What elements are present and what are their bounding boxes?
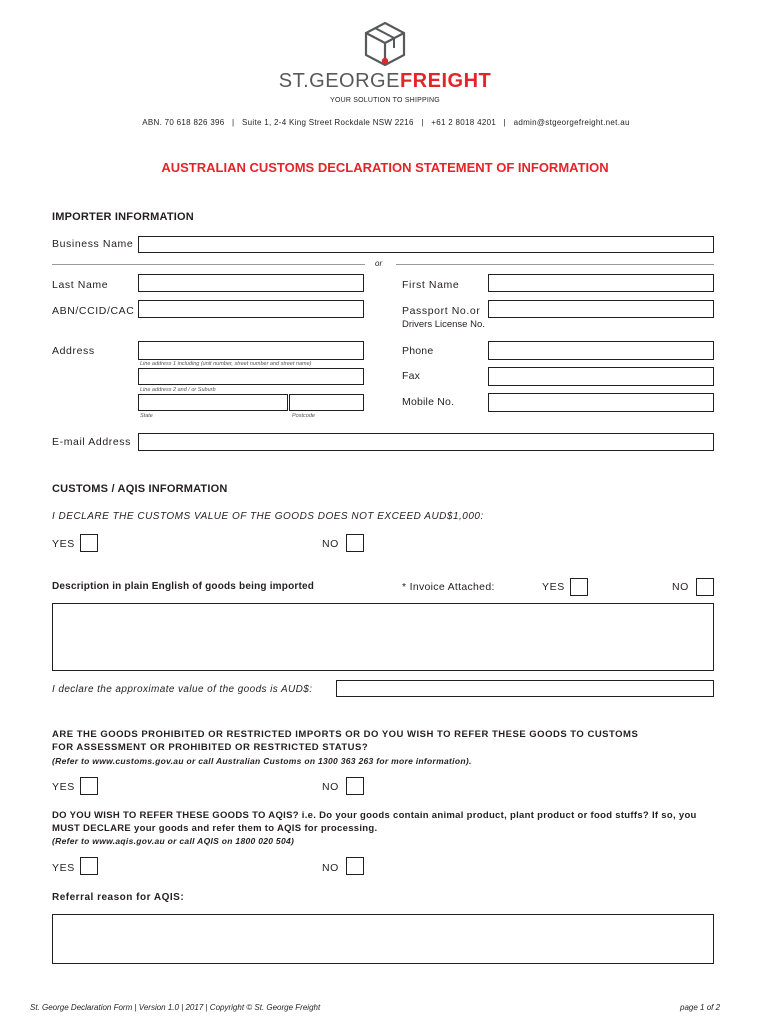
or-label: or [375,259,383,268]
brand-tagline: YOUR SOLUTION TO SHIPPING [330,97,440,104]
value-yes-label: YES [52,538,75,550]
referral-textarea[interactable] [52,914,714,964]
value-yes-checkbox[interactable] [80,534,98,552]
value-no-checkbox[interactable] [346,534,364,552]
invoice-yes-checkbox[interactable] [570,578,588,596]
aqis-question-line1: DO YOU WISH TO REFER THESE GOODS TO AQIS? i.e. Do your goods contain animal product, plant product or food stuffs? If so, you [52,810,697,821]
business-name-label: Business Name [52,238,134,250]
address-label: Address [52,345,95,357]
approx-value-field[interactable] [336,680,714,697]
aqis-yes-label: YES [52,862,75,874]
passport-label-line2: Drivers License No. [402,319,485,330]
passport-field[interactable] [488,300,714,318]
invoice-no-label: NO [672,581,689,593]
declare-value-text: I DECLARE THE CUSTOMS VALUE OF THE GOODS DOES NOT EXCEED AUD$1,000: [52,511,484,522]
box-logo-icon [362,20,408,68]
prohibited-note: (Refer to www.customs.gov.au or call Australian Customs on 1300 363 263 for more information). [52,756,472,766]
referral-label: Referral reason for AQIS: [52,892,185,903]
form-title: AUSTRALIAN CUSTOMS DECLARATION STATEMENT OF INFORMATION [161,160,609,175]
invoice-no-checkbox[interactable] [696,578,714,596]
prohibited-no-checkbox[interactable] [346,777,364,795]
address-line1-field[interactable] [138,341,364,360]
mobile-field[interactable] [488,393,714,412]
aqis-question-line2: MUST DECLARE your goods and refer them to AQIS for processing. [52,823,378,834]
footer-left: St. George Declaration Form | Version 1.0 | 2017 | Copyright © St. George Freight [30,1003,321,1012]
prohibited-question-line2: FOR ASSESSMENT OR PROHIBITED OR RESTRICTED STATUS? [52,742,369,753]
email-field[interactable] [138,433,714,451]
last-name-label: Last Name [52,279,109,291]
or-divider-left [52,264,365,265]
postcode-field[interactable] [289,394,364,411]
customs-heading: CUSTOMS / AQIS INFORMATION [52,483,228,495]
description-textarea[interactable] [52,603,714,671]
first-name-field[interactable] [488,274,714,292]
postcode-hint: Postcode [292,413,315,419]
aqis-no-label: NO [322,862,339,874]
brand-name-part2: FREIGHT [399,70,492,92]
prohibited-no-label: NO [322,781,339,793]
aqis-note: (Refer to www.aqis.gov.au or call AQIS on 1800 020 504) [52,836,295,846]
importer-heading: IMPORTER INFORMATION [52,211,194,223]
or-divider-right [396,264,714,265]
aqis-no-checkbox[interactable] [346,857,364,875]
prohibited-question-line1: ARE THE GOODS PROHIBITED OR RESTRICTED IMPORTS OR DO YOU WISH TO REFER THESE GOODS TO CUSTOMS [52,729,639,740]
first-name-label: First Name [402,279,460,291]
approx-value-label: I declare the approximate value of the goods is AUD$: [52,684,313,695]
aqis-yes-checkbox[interactable] [80,857,98,875]
state-hint: State [140,413,153,419]
last-name-field[interactable] [138,274,364,292]
business-name-field[interactable] [138,236,714,253]
value-no-label: NO [322,538,339,550]
email-label: E-mail Address [52,436,132,448]
brand-name-part1: ST.GEORGE [278,70,400,92]
description-label: Description in plain English of goods being imported [52,581,315,592]
fax-label: Fax [402,370,421,382]
phone-label: Phone [402,345,434,357]
logo [0,20,770,110]
fax-field[interactable] [488,367,714,386]
address-line2-field[interactable] [138,368,364,385]
contact-line: ABN. 70 618 826 396 | Suite 1, 2-4 King Street Rockdale NSW 2216 | +61 2 8018 4201 | admin@stgeorgefreight.net.au [142,118,630,127]
prohibited-yes-checkbox[interactable] [80,777,98,795]
abn-field[interactable] [138,300,364,318]
invoice-yes-label: YES [542,581,565,593]
passport-label-line1: Passport No.or [402,305,481,317]
state-field[interactable] [138,394,288,411]
footer-page-number: page 1 of 2 [680,1003,721,1012]
abn-label: ABN/CCID/CAC [52,305,135,317]
prohibited-yes-label: YES [52,781,75,793]
phone-field[interactable] [488,341,714,360]
mobile-label: Mobile No. [402,396,455,408]
invoice-label: * Invoice Attached: [402,581,495,593]
address-line2-hint: Line address 2 and / or Suburb [140,387,216,393]
address-line1-hint: Line address 1 including (unit number, street number and street name) [140,361,312,367]
